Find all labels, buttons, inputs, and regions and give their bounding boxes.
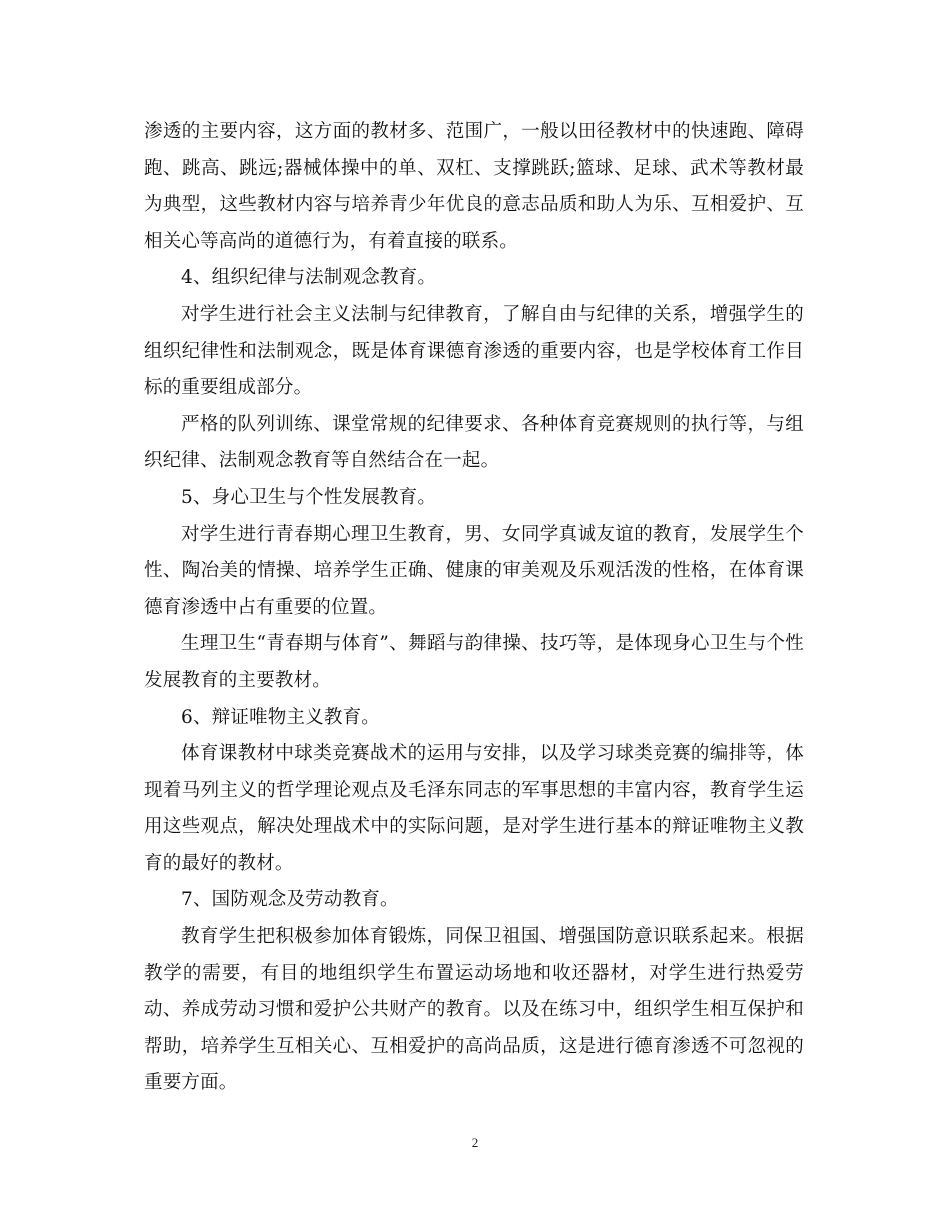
paragraph-continuation: 渗透的主要内容，这方面的教材多、范围广，一般以田径教材中的快速跑、障碍跑、跳高、跳远;器械体操中的单、双杠、支撑跳跃;篮球、足球、武术等教材最为典型，这些教材内容与培养青少年优良的意志品质和助人为乐、互相爱护、互相关心等高尚的道德行为，有着直接的联系。 (144, 121, 804, 252)
paragraph: 体育课教材中球类竞赛战术的运用与安排，以及学习球类竞赛的编排等，体现着马列主义的哲学理论观点及毛泽东同志的军事思想的丰富内容，教育学生运用这些观点，解决处理战术中的实际问题，是对学生进行基本的辩证唯物主义教育的最好的教材。 (144, 743, 804, 874)
section-heading-6: 6、辩证唯物主义教育。 (181, 706, 380, 728)
section-heading-4: 4、组织纪律与法制观念教育。 (181, 267, 437, 289)
paragraph: 对学生进行社会主义法制与纪律教育，了解自由与纪律的关系，增强学生的组织纪律性和法制观念，既是体育课德育渗透的重要内容，也是学校体育工作目标的重要组成部分。 (144, 303, 804, 399)
section-heading-7: 7、国防观念及劳动教育。 (181, 889, 399, 911)
page-number: 2 (471, 1135, 479, 1150)
section-heading-5: 5、身心卫生与个性发展教育。 (181, 486, 437, 508)
paragraph: 生理卫生“青春期与体育”、舞蹈与韵律操、技巧等，是体现身心卫生与个性发展教育的主要教材。 (144, 633, 804, 691)
paragraph: 严格的队列训练、课堂常规的纪律要求、各种体育竞赛规则的执行等，与组织纪律、法制观念教育等自然结合在一起。 (144, 413, 804, 472)
paragraph: 教育学生把积极参加体育锻炼，同保卫祖国、增强国防意识联系起来。根据教学的需要，有目的地组织学生布置运动场地和收还器材，对学生进行热爱劳动、养成劳动习惯和爱护公共财产的教育。以及在练习中，组织学生相互保护和帮助，培养学生互相关心、互相爱护的高尚品质，这是进行德育渗透不可忽视的重要方面。 (144, 926, 804, 1094)
paragraph: 对学生进行青春期心理卫生教育，男、女同学真诚友谊的教育，发展学生个性、陶冶美的情操、培养学生正确、健康的审美观及乐观活泼的性格，在体育课德育渗透中占有重要的位置。 (144, 523, 804, 618)
body-text (144, 114, 804, 1102)
